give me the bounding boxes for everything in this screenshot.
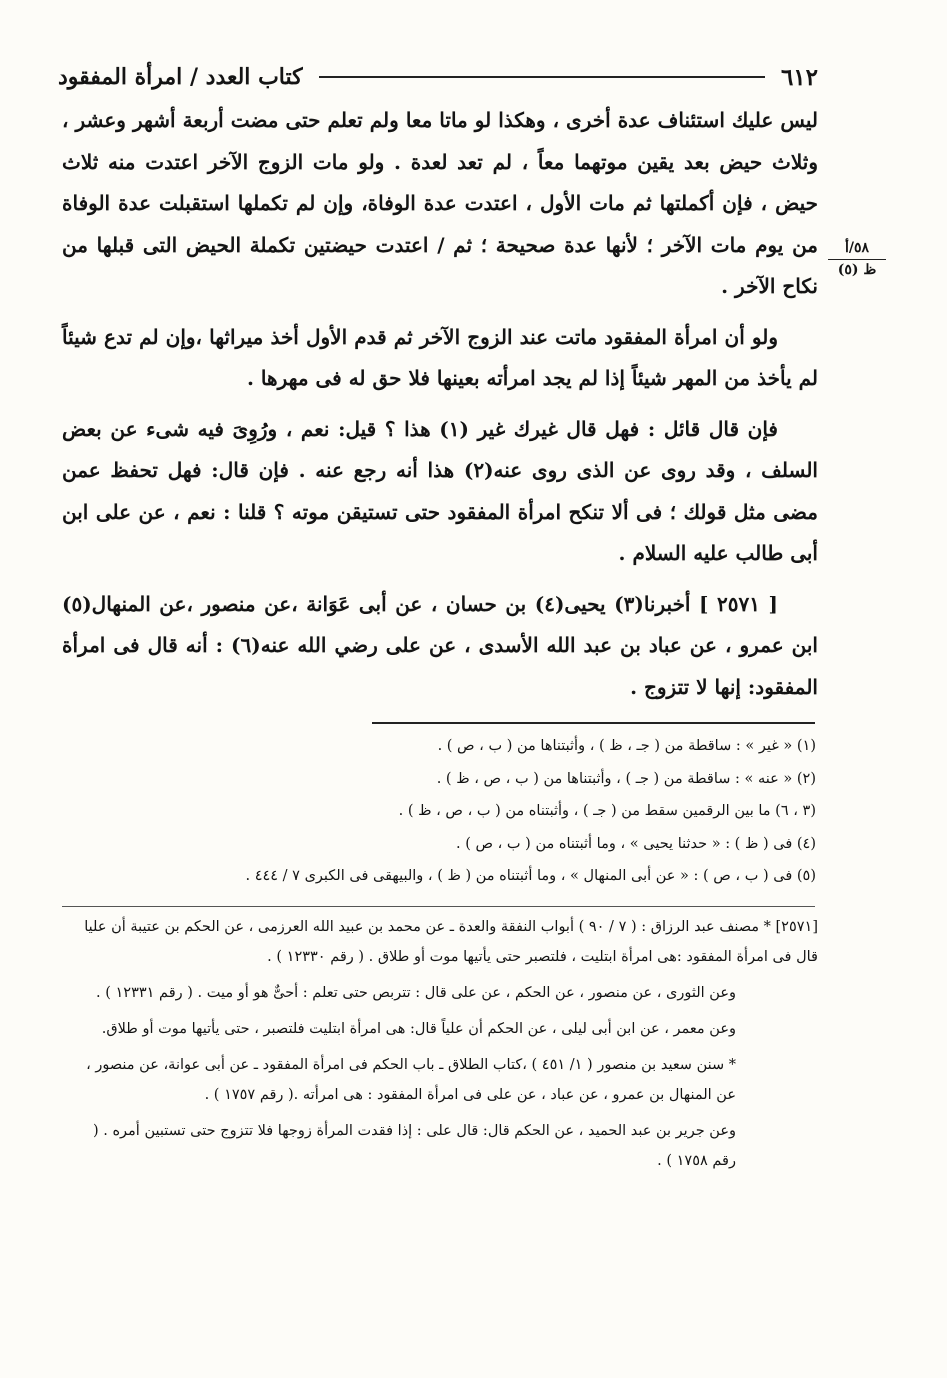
footnote-rule — [372, 722, 815, 724]
page-header — [58, 60, 818, 94]
footnote-2: (٢) « عنه » : ساقطة من ( جـ ) ، وأثبتناها من ( ب ، ص ، ظ ) . — [436, 770, 816, 787]
manuscript-reference: ظ (٥) — [837, 262, 877, 278]
takhrij-notes — [68, 912, 818, 1182]
main-text — [62, 100, 818, 717]
takhrij-abdulrazzaq: [٢٥٧١] * مصنف عبد الرزاق : ( ٧ / ٩٠ ) أبواب النفقة والعدة ـ عن محمد بن عبيد الله العرزمى ، عن الحكم بن عتيبة أن عليا قال فى امرأة المفقود :هى امرأة ابتليت ، فلتصبر حتى يأتيها موت أو طلاق . ( رقم ١٢٣٣٠ ) . — [84, 919, 818, 965]
paragraph-4-hadith-2571: [ ٢٥٧١ ] أخبرنا(٣) يحيى(٤) بن حسان ، عن أبى عَوَانة ،عن منصور ،عن المنهال(٥) ابن عمرو ، عن عباد بن عبد الله الأسدى ، عن على رضي الله عنه(٦) : أنه قال فى امرأة المفقود: إنها لا تتزوج . — [62, 591, 818, 699]
footnotes — [130, 730, 816, 893]
footnote-5: (٥) فى ( ب ، ص ) : « عن أبى المنهال » ، وما أثبتناه من ( ظ ) ، والبيهقى فى الكبرى ٧ / ٤٤٤ . — [245, 868, 816, 884]
header-rule — [319, 76, 765, 78]
running-title: كتاب العدد / امرأة المفقود — [58, 64, 303, 90]
margin-folio-note — [828, 238, 886, 280]
paragraph-3: فإن قال قائل : فهل قال غيرك غير (١) هذا ؟ قيل: نعم ، ورُوِىَ فيه شىء عن بعض السلف ، وقد روى عن الذى روى عنه(٢) هذا أنه رجع عنه . فإن قال: فهل تحفظ عمن مضى مثل قولك ؛ فى ألا تنكح امرأة المفقود حتى تستيقن موته ؟ قلنا : نعم ، عن على ابن أبى طالب عليه السلام . — [62, 416, 818, 565]
takhrij-said-ibn-mansur: * سنن سعيد بن منصور ( ١/ ٤٥١ ) ،كتاب الطلاق ـ باب الحكم فى امرأة المفقود ـ عن أبى عوانة، عن منصور ، عن المنهال بن عمرو ، عن عباد ، عن على فى امرأة المفقود : هى امرأته .( رقم ١٧٥٧ ) . — [86, 1057, 736, 1103]
takhrij-thawri: وعن الثورى ، عن منصور ، عن الحكم ، عن على قال : تتربص حتى تعلم : أحىٌّ هو أو ميت . ( رقم ١٢٣٣١ ) . — [96, 985, 736, 1001]
takhrij-mamar: وعن معمر ، عن ابن أبى ليلى ، عن الحكم أن علياً قال: هى امرأة ابتليت فلتصبر ، حتى يأتيها موت أو طلاق. — [101, 1021, 736, 1037]
footnote-3-6: (٣ ، ٦) ما بين الرقمين سقط من ( جـ ) ، وأثبتناه من ( ب ، ص ، ظ ) . — [398, 803, 816, 819]
page-number: ٦١٢ — [780, 63, 818, 91]
takhrij-jarir: وعن جرير بن عبد الحميد ، عن الحكم قال: قال على : إذا فقدت المرأة زوجها فلا تتزوج حتى تستبين أمره . ( رقم ١٧٥٨ ) . — [92, 1123, 736, 1169]
paragraph-1: ليس عليك استئناف عدة أخرى ، وهكذا لو ماتا معا ولم تعلم حتى مضت أربعة أشهر وعشر ، وثلاث حيض بعد يقين موتهما معاً ، لم تعد لعدة . ولو مات الزوج الآخر اعتدت منه ثلاث حيض ، فإن أكملتها ثم مات الأول ، اعتدت عدة الوفاة، وإن لم تكملها استقبلت عدة الوفاة من يوم مات الآخر ؛ لأنها عدة صحيحة ؛ ثم / اعتدت حيضتين تكملة الحيض التى قبلها من نكاح الآخر . — [62, 108, 819, 298]
folio-reference: ٥٨/أ — [828, 238, 886, 260]
takhrij-rule — [62, 906, 815, 907]
footnote-4: (٤) فى ( ظ ) : « حدثنا يحيى » ، وما أثبتناه من ( ب ، ص ) . — [456, 835, 816, 852]
paragraph-2: ولو أن امرأة المفقود ماتت عند الزوج الآخر ثم قدم الأول أخذ ميراثها ،وإن لم تدع شيئاً لم يأخذ من المهر شيئاً إذا لم يجد امرأته بعينها فلا حق له فى مهرها . — [62, 324, 818, 390]
footnote-1: (١) « غير » : ساقطة من ( جـ ، ظ ) ، وأثبتناها من ( ب ، ص ) . — [437, 738, 816, 754]
